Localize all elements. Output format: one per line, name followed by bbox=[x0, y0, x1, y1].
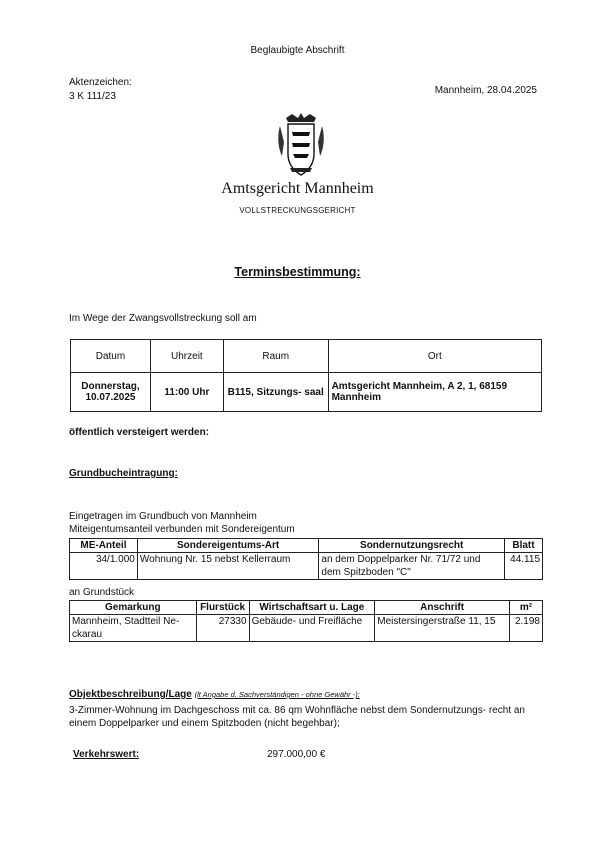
header-parcel: Flurstück bbox=[196, 601, 249, 615]
appointment-time: 11:00 Uhr bbox=[150, 373, 223, 412]
header-sheet: Blatt bbox=[505, 539, 543, 553]
coat-of-arms-icon bbox=[276, 112, 326, 178]
header-date: Datum bbox=[71, 340, 151, 373]
header-place: Ort bbox=[328, 340, 541, 373]
auction-note: öffentlich versteigert werden: bbox=[69, 427, 210, 438]
land-register-line-1: Eingetragen im Grundbuch von Mannheim bbox=[69, 511, 257, 522]
plot-header-row bbox=[70, 601, 543, 615]
plot-address: Meistersingerstraße 11, 15 bbox=[375, 615, 510, 642]
file-reference-label: Aktenzeichen: bbox=[69, 77, 132, 88]
plot-row bbox=[70, 615, 543, 642]
plot-parcel: 27330 bbox=[196, 615, 249, 642]
land-register-heading: Grundbucheintragung: bbox=[69, 468, 178, 479]
land-register-line-2: Miteigentumsanteil verbunden mit Sondereigentum bbox=[69, 524, 295, 535]
object-heading: Objektbeschreibung/Lage bbox=[69, 689, 192, 700]
ownership-sheet: 44.115 bbox=[505, 553, 543, 580]
object-heading-line bbox=[69, 689, 360, 700]
plot-district: Mannheim, Stadtteil Ne- ckarau bbox=[70, 615, 197, 642]
plot-usage: Gebäude- und Freifläche bbox=[249, 615, 375, 642]
header-property-type: Sondereigentums-Art bbox=[137, 539, 319, 553]
ownership-special-use: an dem Doppelparker Nr. 71/72 und dem Spitzboden "C" bbox=[319, 553, 505, 580]
plot-table bbox=[69, 600, 543, 642]
header-special-use: Sondernutzungsrecht bbox=[319, 539, 505, 553]
copy-note: Beglaubigte Abschrift bbox=[250, 45, 345, 56]
ownership-header-row bbox=[70, 539, 543, 553]
header-time: Uhrzeit bbox=[150, 340, 223, 373]
header-share: ME-Anteil bbox=[70, 539, 138, 553]
court-name: Amtsgericht Mannheim bbox=[221, 180, 374, 197]
header-district: Gemarkung bbox=[70, 601, 197, 615]
ownership-share: 34/1.000 bbox=[70, 553, 138, 580]
valuation-label: Verkehrswert: bbox=[73, 749, 140, 760]
ownership-type: Wohnung Nr. 15 nebst Kellerraum bbox=[137, 553, 319, 580]
ownership-table bbox=[69, 538, 543, 580]
object-note: (lt Angabe d. Sachverständigen - ohne Gewähr -): bbox=[194, 690, 360, 699]
appointment-date: Donnerstag, 10.07.2025 bbox=[71, 373, 151, 412]
plot-label: an Grundstück bbox=[69, 587, 135, 598]
valuation-value: 297.000,00 € bbox=[267, 749, 326, 760]
document-title: Terminsbestimmung: bbox=[234, 265, 361, 279]
court-division: VOLLSTRECKUNGSGERICHT bbox=[239, 206, 356, 215]
object-description: 3-Zimmer-Wohnung im Dachgeschoss mit ca. 86 qm Wohnfläche nebst dem Sondernutzungs- recht an einem Doppelparker und einem Spitzboden (nicht begehbar); bbox=[69, 705, 525, 729]
header-area: m² bbox=[509, 601, 542, 615]
file-reference: 3 K 111/23 bbox=[69, 91, 116, 102]
intro-text: Im Wege der Zwangsvollstreckung soll am bbox=[69, 313, 257, 324]
appointment-header-row bbox=[71, 340, 542, 373]
appointment-row bbox=[71, 373, 542, 412]
appointment-table bbox=[70, 339, 542, 412]
place-date: Mannheim, 28.04.2025 bbox=[434, 85, 537, 96]
ownership-row bbox=[70, 553, 543, 580]
appointment-place: Amtsgericht Mannheim, A 2, 1, 68159 Mannheim bbox=[328, 373, 541, 412]
plot-area: 2.198 bbox=[509, 615, 542, 642]
header-usage: Wirtschaftsart u. Lage bbox=[249, 601, 375, 615]
header-room: Raum bbox=[223, 340, 328, 373]
appointment-room: B115, Sitzungs- saal bbox=[223, 373, 328, 412]
header-address: Anschrift bbox=[375, 601, 510, 615]
